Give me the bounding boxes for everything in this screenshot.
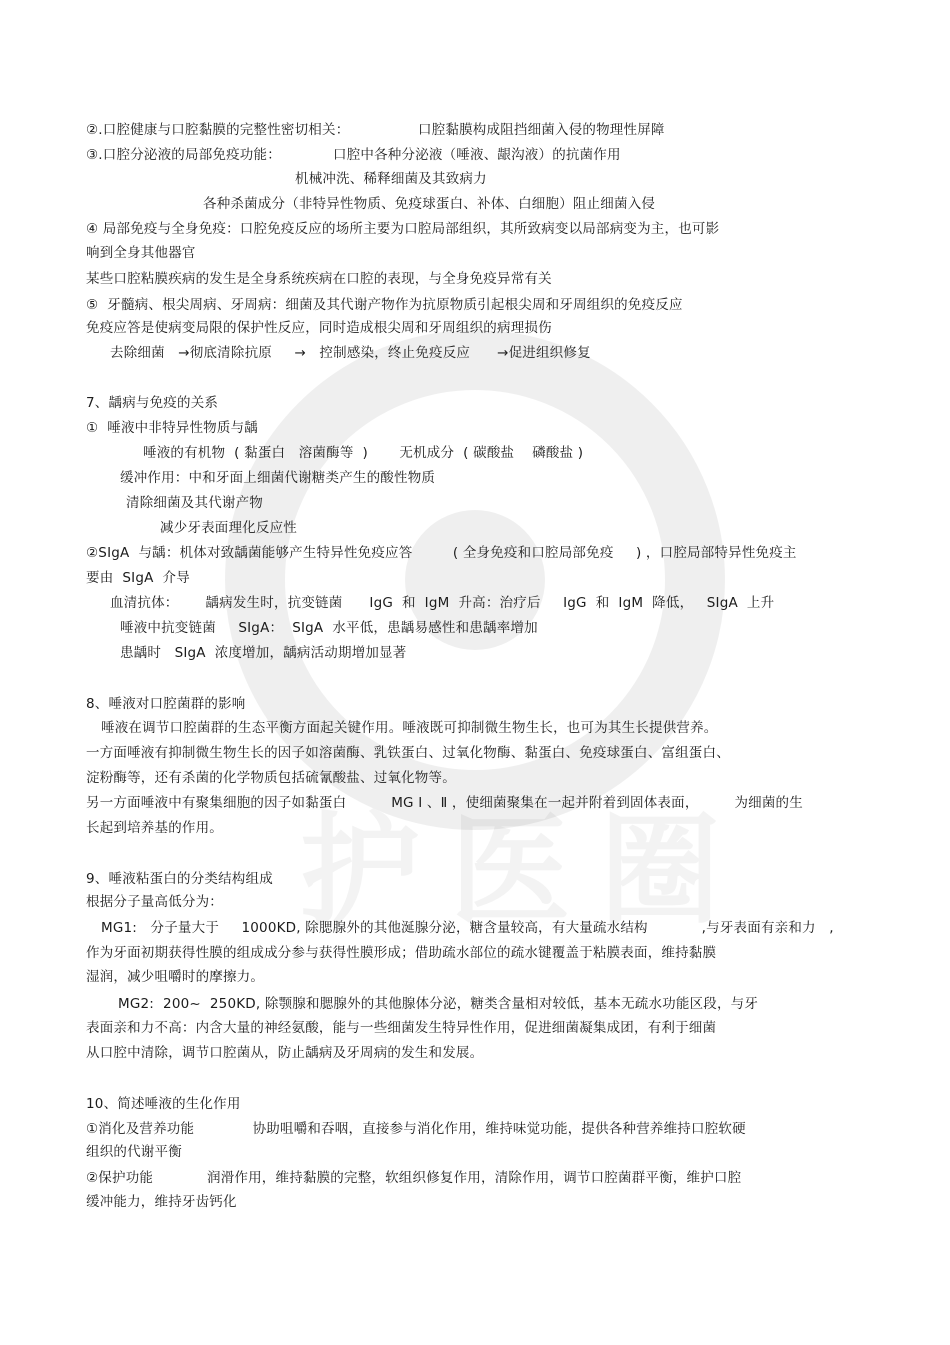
text-line: 清除细菌及其代谢产物 <box>126 495 263 511</box>
text-line: 表面亲和力不高：内含大量的神经氨酸，能与一些细菌发生特异性作用，促进细菌凝集成团，有利于细菌 <box>86 1020 717 1036</box>
text-line: 某些口腔粘膜疾病的发生是全身系统疾病在口腔的表现，与全身免疫异常有关 <box>86 271 552 287</box>
text-line: 长起到培养基的作用。 <box>86 820 223 836</box>
text-line: ④ 局部免疫与全身免疫：口腔免疫反应的场所主要为口腔局部组织，其所致病变以局部病变为主，也可影 <box>86 221 720 237</box>
text-line: 从口腔中清除，调节口腔菌从，防止龋病及牙周病的发生和发展。 <box>86 1045 484 1061</box>
text-line: ①消化及营养功能 协助咀嚼和吞咽，直接参与消化作用，维持味觉功能，提供各种营养维持口腔软硬 <box>86 1121 746 1137</box>
text-line: 响到全身其他器官 <box>86 245 196 261</box>
text-line: 作为牙面初期获得性膜的组成成分参与获得性膜形成；借助疏水部位的疏水键覆盖于粘膜表面，维持黏膜 <box>86 945 717 961</box>
text-line: 口腔黏膜构成阻挡细菌入侵的物理性屏障 <box>418 122 665 138</box>
text-line: ③.口腔分泌液的局部免疫功能： <box>86 147 281 163</box>
text-line: ① 唾液中非特异性物质与龋 <box>86 420 258 436</box>
text-line: 缓冲能力，维持牙齿钙化 <box>86 1194 237 1210</box>
text-line: 血清抗体： 龋病发生时，抗变链菌 IgG 和 IgM 升高：治疗后 IgG 和 IgM 降低， SIgA 上升 <box>110 595 775 611</box>
section-heading: 9、唾液粘蛋白的分类结构组成 <box>86 871 273 887</box>
text-line: ②SIgA 与龋：机体对致龋菌能够产生特异性免疫应答 ( 全身免疫和口腔局部免疫 ) ，口腔局部特异性免疫主 <box>86 545 797 561</box>
text-line: MG1: 分子量大于 1000KD, 除腮腺外的其他涎腺分泌，糖含量较高，有大量疏水结构 ,与牙表面有亲和力 , <box>101 920 834 936</box>
text-line: ⑤ 牙髓病、根尖周病、牙周病：细菌及其代谢产物作为抗原物质引起根尖周和牙周组织的免疫反应 <box>86 297 683 313</box>
section-heading: 8、唾液对口腔菌群的影响 <box>86 696 246 712</box>
text-line: 免疫应答是使病变局限的保护性反应，同时造成根尖周和牙周组织的病理损伤 <box>86 320 552 336</box>
text-line: ②保护功能 润滑作用，维持黏膜的完整，软组织修复作用，清除作用，调节口腔菌群平衡，维护口腔 <box>86 1170 742 1186</box>
text-line: 根据分子量高低分为： <box>86 894 223 910</box>
text-line: ②.口腔健康与口腔黏膜的完整性密切相关： <box>86 122 350 138</box>
text-line: MG2: 200~ 250KD, 除颚腺和腮腺外的其他腺体分泌，糖类含量相对较低，基本无疏水功能区段，与牙 <box>118 996 759 1012</box>
text-line: 减少牙表面理化反应性 <box>160 520 297 536</box>
text-line: 唾液的有机物 ( 黏蛋白 溶菌酶等 ) 无机成分 ( 碳酸盐 磷酸盐 ) <box>143 445 584 461</box>
text-line: 湿润，减少咀嚼时的摩擦力。 <box>86 969 265 985</box>
text-line: 唾液中抗变链菌 SIgA： SIgA 水平低，患龋易感性和患龋率增加 <box>120 620 538 636</box>
section-heading: 10、简述唾液的生化作用 <box>86 1096 241 1112</box>
text-line: 组织的代谢平衡 <box>86 1144 182 1160</box>
text-line: 淀粉酶等，还有杀菌的化学物质包括硫氰酸盐、过氧化物等。 <box>86 770 456 786</box>
text-line: 另一方面唾液中有聚集细胞的因子如黏蛋白 MG Ⅰ 、Ⅱ ，使细菌聚集在一起并附着到固体表面， 为细菌的生 <box>86 795 803 811</box>
text-line: 机械冲洗、稀释细菌及其致病力 <box>295 171 487 187</box>
text-line: 一方面唾液有抑制微生物生长的因子如溶菌酶、乳铁蛋白、过氧化物酶、黏蛋白、免疫球蛋白、富组蛋白、 <box>86 745 730 761</box>
text-line: 唾液在调节口腔菌群的生态平衡方面起关键作用。唾液既可抑制微生物生长，也可为其生长提供营养。 <box>101 720 718 736</box>
text-line: 各种杀菌成分（非特异性物质、免疫球蛋白、补体、白细胞）阻止细菌入侵 <box>203 196 656 212</box>
text-line: 去除细菌 →彻底清除抗原 → 控制感染，终止免疫反应 →促进组织修复 <box>110 345 591 361</box>
text-line: 口腔中各种分泌液（唾液、龈沟液）的抗菌作用 <box>333 147 621 163</box>
section-heading: 7、龋病与免疫的关系 <box>86 395 219 411</box>
text-line: 要由 SIgA 介导 <box>86 570 190 586</box>
text-line: 缓冲作用：中和牙面上细菌代谢糖类产生的酸性物质 <box>120 470 436 486</box>
text-line: 患龋时 SIgA 浓度增加，龋病活动期增加显著 <box>120 645 407 661</box>
